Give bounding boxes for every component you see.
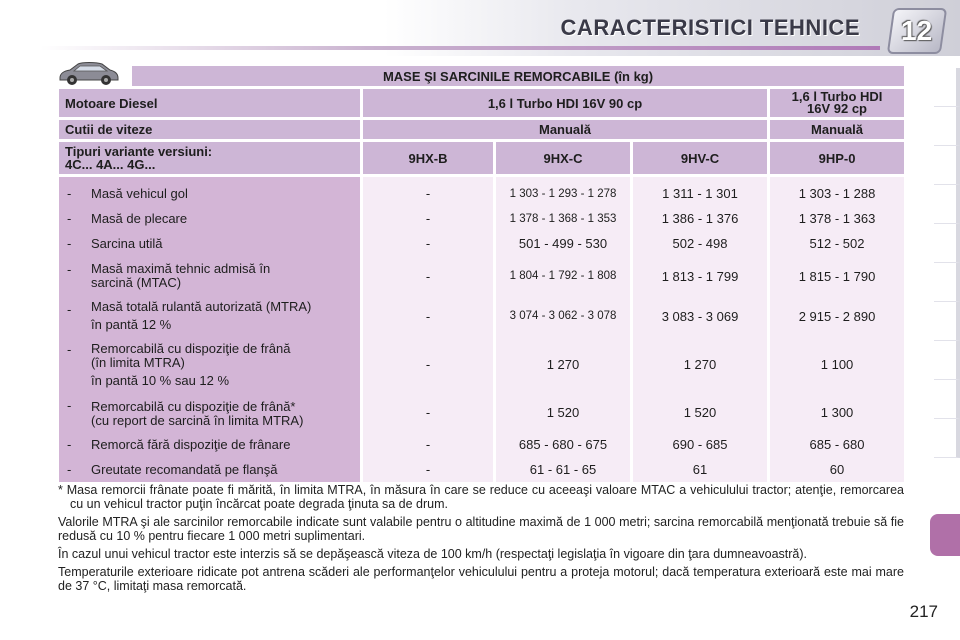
variant-cell: 9HV-C [633, 142, 767, 174]
side-tab[interactable] [934, 185, 960, 224]
variant-cell: 9HX-B [363, 142, 493, 174]
side-tab[interactable] [934, 380, 960, 419]
note-paragraph: Temperaturile exterioare ridicate pot antrena scăderi ale performanţelor vehiculului pentru a proteja motorul; dacă temperatura exterioară este mai mare de 37 °C, limitaţi masa remorcată. [58, 565, 904, 593]
table-title: MASE ŞI SARCINILE REMORCABILE (în kg) [132, 66, 904, 86]
row-labels-column [59, 177, 360, 482]
table-cell: - [425, 437, 431, 452]
variants-label-line2: 4C... 4A... 4G... [65, 157, 156, 172]
table-cell: 690 - 685 [672, 437, 728, 452]
table-cell: 1 815 - 1 790 [798, 268, 876, 284]
variants-label-line1: Tipuri variante versiuni: [65, 144, 213, 159]
notes-section [58, 483, 904, 597]
table-cell: 1 270 [683, 356, 717, 372]
table-title-spacer [59, 66, 129, 86]
table-cell: 61 [692, 462, 708, 477]
side-tab-active[interactable] [930, 514, 960, 556]
row-label: - Masă de plecare [67, 211, 188, 226]
side-tab[interactable] [934, 68, 960, 107]
value-column [496, 177, 630, 482]
table-cell: 61 - 61 - 65 [529, 462, 597, 477]
table-cell: - [425, 268, 431, 284]
table-cell: 1 100 [820, 356, 854, 372]
side-tab[interactable] [934, 107, 960, 146]
side-tab[interactable] [934, 224, 960, 263]
engine-2-line2: 16V 92 cp [807, 101, 868, 116]
variant-cell: 9HP-0 [770, 142, 904, 174]
table-cell: 1 311 - 1 301 [662, 186, 738, 201]
table-cell: 1 303 - 1 293 - 1 278 [509, 187, 617, 200]
table-cell: 2 915 - 2 890 [798, 308, 876, 324]
table-cell: 1 378 - 1 368 - 1 353 [509, 212, 617, 225]
row-label: - Remorcabilă cu dispoziţie de frână (în limita MTRA) în pantă 10 % sau 12 % [67, 341, 291, 388]
table-cell: 1 520 [546, 404, 580, 420]
gearbox-label: Cutii de viteze [59, 120, 360, 139]
row-label: - Greutate recomandată pe flanşă [67, 462, 278, 477]
note-paragraph: Valorile MTRA şi ale sarcinilor remorcabile indicate sunt valabile pentru o altitudine maximă de 1 000 metri; sarcina remorcabilă menţionată trebuie să fie redusă cu 10 % pentru fiecare 1 000 metri suplimentari. [58, 515, 904, 543]
table-cell: 60 [829, 462, 845, 477]
value-column [633, 177, 767, 482]
row-label: - Remorcabilă cu dispoziţie de frână* (cu report de sarcină în limita MTRA) [67, 398, 304, 428]
row-label: - Masă vehicul gol [67, 186, 188, 201]
table-cell: 1 303 - 1 288 [798, 186, 876, 201]
table-cell: 1 520 [683, 404, 717, 420]
table-cell: - [425, 404, 431, 420]
value-column [363, 177, 493, 482]
table-cell: - [425, 186, 431, 201]
footnote-asterisk: * Masa remorcii frânate poate fi mărită, în limita MTRA, în măsura în care se reduce cu aceeaşi valoare MTAC a vehiculului tractor; atenţie, remorcarea cu un vehicul tractor puţin încărcat poate degrada ţinuta sa de drum. [58, 483, 904, 511]
table-cell: 501 - 499 - 530 [518, 236, 608, 251]
page-number: 217 [909, 602, 938, 621]
side-tab-strip [934, 68, 960, 628]
side-tab[interactable] [934, 146, 960, 185]
side-tab[interactable] [934, 263, 960, 302]
row-label: - Masă totală rulantă autorizată (MTRA) în pantă 12 % [67, 299, 312, 332]
table-cell: - [425, 236, 431, 251]
table-cell: 685 - 680 [809, 437, 865, 452]
table-cell: - [425, 462, 431, 477]
chapter-badge [887, 8, 947, 54]
engine-label: Motoare Diesel [59, 89, 360, 117]
variant-cell: 9HX-C [496, 142, 630, 174]
page-title: CARACTERISTICI TEHNICE [560, 15, 860, 40]
note-paragraph: În cazul unui vehicul tractor este interzis să se depăşească viteza de 100 km/h (respectaţi legislaţia în vigoare din ţara dumneavoastră). [58, 547, 808, 561]
header-divider [40, 46, 880, 50]
variants-label [59, 142, 360, 174]
table-cell: 1 270 [546, 356, 580, 372]
side-tab[interactable] [934, 341, 960, 380]
gearbox-1: Manuală [363, 120, 767, 139]
side-tab[interactable] [934, 419, 960, 458]
table-cell: 1 804 - 1 792 - 1 808 [509, 270, 617, 282]
table-cell: - [425, 356, 431, 372]
gearbox-2: Manuală [770, 120, 904, 139]
row-label: - Sarcina utilă [67, 236, 163, 251]
table-cell: 1 386 - 1 376 [661, 211, 739, 226]
row-label: - Masă maximă tehnic admisă în sarcină (MTAC) [67, 261, 271, 290]
table-cell: 685 - 680 - 675 [518, 437, 608, 452]
mass-table [56, 63, 904, 485]
value-column [770, 177, 904, 482]
engine-1: 1,6 l Turbo HDI 16V 90 cp [363, 89, 767, 117]
table-cell: 3 083 - 3 069 [661, 308, 739, 324]
table-cell: 1 813 - 1 799 [661, 268, 739, 284]
row-label: - Remorcă fără dispoziţie de frânare [67, 437, 291, 452]
table-cell: 1 378 - 1 363 [798, 211, 876, 226]
chapter-number: 12 [901, 15, 933, 46]
table-cell: - [425, 308, 431, 324]
engine-2-line1: 1,6 l Turbo HDI [791, 89, 883, 104]
engine-2 [770, 89, 904, 117]
table-cell: 3 074 - 3 062 - 3 078 [509, 310, 617, 322]
table-cell: 512 - 502 [809, 236, 865, 251]
table-cell: 502 - 498 [672, 236, 728, 251]
table-cell: 1 300 [820, 404, 854, 420]
table-cell: - [425, 211, 431, 226]
side-tab[interactable] [934, 302, 960, 341]
